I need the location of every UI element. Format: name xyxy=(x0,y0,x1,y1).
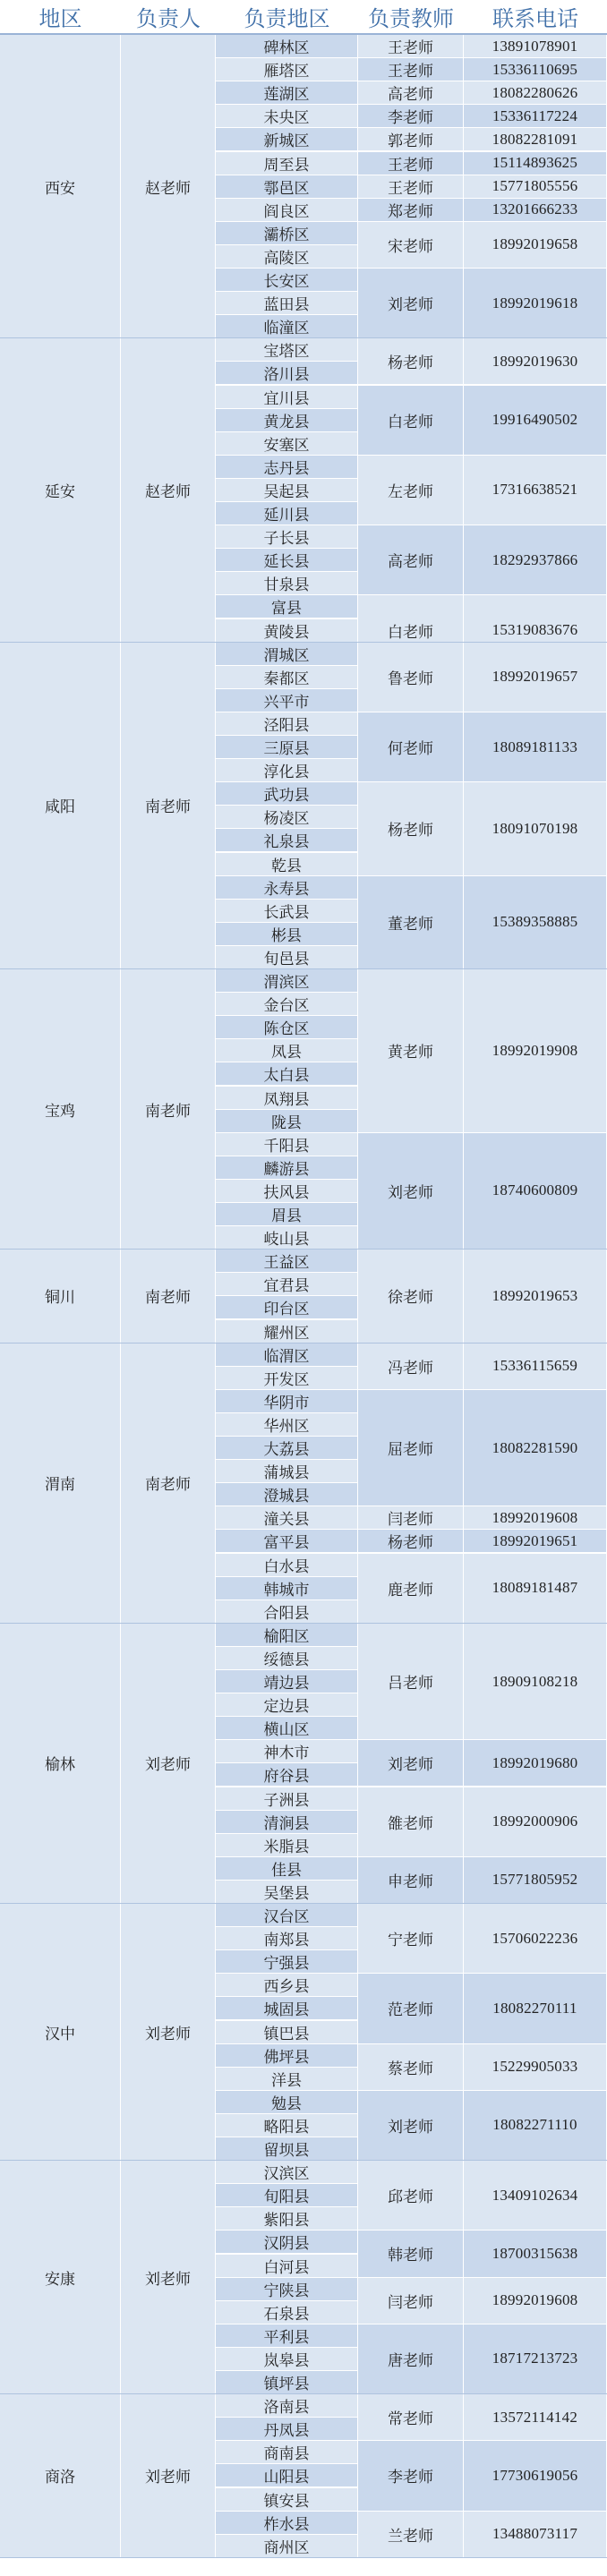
area-cell: 洋县 xyxy=(216,2068,358,2091)
area-cell: 汉滨区 xyxy=(216,2161,358,2184)
area-cell: 子长县 xyxy=(216,525,358,549)
teacher-cell: 杨老师 xyxy=(358,338,464,385)
phone-cell: 18992019651 xyxy=(464,1530,607,1553)
teacher-cell: 杨老师 xyxy=(358,1530,464,1553)
area-cell: 白河县 xyxy=(216,2255,358,2278)
region-cell: 安康 xyxy=(0,2161,121,2394)
teacher-cell: 刘老师 xyxy=(358,1740,464,1787)
teacher-cell: 唐老师 xyxy=(358,2324,464,2394)
phone-cell: 18082270111 xyxy=(464,1974,607,2043)
phone-cell: 18992019653 xyxy=(464,1250,607,1343)
teacher-cell: 兰老师 xyxy=(358,2512,464,2558)
area-cell: 佳县 xyxy=(216,1857,358,1881)
area-cell: 南郑县 xyxy=(216,1927,358,1950)
teacher-cell: 王老师 xyxy=(358,35,464,58)
area-cell: 兴平市 xyxy=(216,689,358,712)
area-cell: 延川县 xyxy=(216,502,358,525)
region-cell: 渭南 xyxy=(0,1343,121,1624)
area-cell: 山阳县 xyxy=(216,2464,358,2487)
area-cell: 长武县 xyxy=(216,900,358,923)
teacher-cell: 王老师 xyxy=(358,175,464,199)
area-cell: 金台区 xyxy=(216,993,358,1016)
teacher-cell: 李老师 xyxy=(358,2441,464,2511)
phone-cell: 18992019908 xyxy=(464,969,607,1133)
area-cell: 商州区 xyxy=(216,2535,358,2558)
area-cell: 宜君县 xyxy=(216,1273,358,1296)
phone-cell: 19916490502 xyxy=(464,386,607,456)
area-cell: 石泉县 xyxy=(216,2301,358,2324)
area-cell: 武功县 xyxy=(216,782,358,806)
area-cell: 旬邑县 xyxy=(216,946,358,969)
phone-cell: 18992019657 xyxy=(464,643,607,712)
area-cell: 印台区 xyxy=(216,1296,358,1319)
region-cell: 铜川 xyxy=(0,1250,121,1343)
header-region: 地区 xyxy=(0,0,121,35)
area-cell: 太白县 xyxy=(216,1062,358,1086)
area-cell: 礼泉县 xyxy=(216,829,358,852)
phone-cell: 18992019608 xyxy=(464,1506,607,1530)
owner-cell: 南老师 xyxy=(121,643,216,969)
area-cell: 开发区 xyxy=(216,1367,358,1390)
area-cell: 绥德县 xyxy=(216,1647,358,1670)
area-cell: 凤县 xyxy=(216,1039,358,1062)
area-cell: 岚皋县 xyxy=(216,2348,358,2371)
phone-cell: 18089181133 xyxy=(464,712,607,782)
area-cell: 灞桥区 xyxy=(216,222,358,245)
area-cell: 靖边县 xyxy=(216,1670,358,1693)
phone-cell: 18992019608 xyxy=(464,2278,607,2324)
area-cell: 吴堡县 xyxy=(216,1881,358,1904)
header-owner: 负责人 xyxy=(121,0,216,35)
area-cell: 洛川县 xyxy=(216,362,358,385)
phone-cell: 15336115659 xyxy=(464,1343,607,1390)
area-cell: 白水县 xyxy=(216,1554,358,1577)
teacher-cell: 刘老师 xyxy=(358,2091,464,2161)
teacher-cell: 邱老师 xyxy=(358,2161,464,2231)
area-cell: 鄠邑区 xyxy=(216,175,358,199)
teacher-cell: 杨老师 xyxy=(358,782,464,875)
area-cell: 未央区 xyxy=(216,105,358,128)
phone-cell: 15229905033 xyxy=(464,2044,607,2091)
teacher-cell: 常老师 xyxy=(358,2394,464,2441)
area-cell: 潼关县 xyxy=(216,1506,358,1530)
teacher-cell: 冯老师 xyxy=(358,1343,464,1390)
area-cell: 淳化县 xyxy=(216,759,358,782)
teacher-cell: 屈老师 xyxy=(358,1390,464,1507)
header-area: 负责地区 xyxy=(216,0,358,35)
area-cell: 平利县 xyxy=(216,2324,358,2348)
teacher-cell: 左老师 xyxy=(358,456,464,525)
phone-cell: 18992019680 xyxy=(464,1740,607,1787)
area-cell: 甘泉县 xyxy=(216,572,358,595)
phone-cell: 18091070198 xyxy=(464,782,607,875)
area-cell: 周至县 xyxy=(216,152,358,175)
area-cell: 三原县 xyxy=(216,736,358,759)
area-cell: 碑林区 xyxy=(216,35,358,58)
phone-cell: 18089181487 xyxy=(464,1554,607,1624)
area-cell: 延长县 xyxy=(216,549,358,572)
area-cell: 神木市 xyxy=(216,1740,358,1763)
area-cell: 米脂县 xyxy=(216,1834,358,1857)
phone-cell: 18082281590 xyxy=(464,1390,607,1507)
area-cell: 佛坪县 xyxy=(216,2044,358,2068)
phone-cell: 18082271110 xyxy=(464,2091,607,2161)
phone-cell: 15336117224 xyxy=(464,105,607,128)
region-cell: 宝鸡 xyxy=(0,969,121,1250)
teacher-cell: 闫老师 xyxy=(358,1506,464,1530)
teacher-cell: 李老师 xyxy=(358,105,464,128)
area-cell: 旬阳县 xyxy=(216,2184,358,2207)
area-cell: 安塞区 xyxy=(216,432,358,456)
phone-cell: 18717213723 xyxy=(464,2324,607,2394)
area-cell: 凤翔县 xyxy=(216,1087,358,1110)
area-cell: 泾阳县 xyxy=(216,712,358,736)
phone-cell: 15771805952 xyxy=(464,1857,607,1904)
area-cell: 榆阳区 xyxy=(216,1624,358,1647)
region-cell: 西安 xyxy=(0,35,121,338)
teacher-cell: 白老师 xyxy=(358,386,464,456)
area-cell: 华州区 xyxy=(216,1413,358,1437)
area-cell: 城固县 xyxy=(216,1997,358,2020)
area-cell: 王益区 xyxy=(216,1250,358,1273)
owner-cell: 南老师 xyxy=(121,1343,216,1624)
phone-cell: 18082281091 xyxy=(464,128,607,151)
phone-cell: 15114893625 xyxy=(464,152,607,175)
teacher-cell: 郭老师 xyxy=(358,128,464,151)
teacher-cell: 黄老师 xyxy=(358,969,464,1133)
teacher-cell: 范老师 xyxy=(358,1974,464,2043)
area-cell: 宜川县 xyxy=(216,386,358,409)
teacher-cell: 高老师 xyxy=(358,81,464,105)
phone-cell: 18082280626 xyxy=(464,81,607,105)
region-cell: 汉中 xyxy=(0,1904,121,2161)
teacher-cell: 徐老师 xyxy=(358,1250,464,1343)
area-cell: 镇坪县 xyxy=(216,2371,358,2394)
area-cell: 大荔县 xyxy=(216,1437,358,1460)
phone-cell: 18740600809 xyxy=(464,1133,607,1250)
area-cell: 黄龙县 xyxy=(216,409,358,432)
area-cell: 蒲城县 xyxy=(216,1460,358,1483)
area-cell: 雁塔区 xyxy=(216,58,358,81)
area-cell: 洛南县 xyxy=(216,2394,358,2418)
phone-cell: 13409102634 xyxy=(464,2161,607,2231)
area-cell: 宁陕县 xyxy=(216,2278,358,2301)
area-cell: 富平县 xyxy=(216,1530,358,1553)
area-cell: 黄陵县 xyxy=(216,619,358,643)
phone-cell: 13488073117 xyxy=(464,2512,607,2558)
teacher-cell: 何老师 xyxy=(358,712,464,782)
header-phone: 联系电话 xyxy=(464,0,607,35)
area-cell: 陇县 xyxy=(216,1110,358,1133)
owner-cell: 赵老师 xyxy=(121,35,216,338)
area-cell: 府谷县 xyxy=(216,1763,358,1787)
owner-cell: 南老师 xyxy=(121,969,216,1250)
area-cell: 澄城县 xyxy=(216,1483,358,1506)
area-cell: 志丹县 xyxy=(216,456,358,479)
area-cell: 宝塔区 xyxy=(216,338,358,362)
teacher-cell: 王老师 xyxy=(358,58,464,81)
teacher-cell: 白老师 xyxy=(358,595,464,665)
phone-cell: 15389358885 xyxy=(464,876,607,969)
area-cell: 合阳县 xyxy=(216,1600,358,1624)
area-cell: 千阳县 xyxy=(216,1133,358,1156)
region-cell: 商洛 xyxy=(0,2394,121,2558)
area-cell: 阎良区 xyxy=(216,199,358,222)
phone-cell: 13891078901 xyxy=(464,35,607,58)
area-cell: 秦都区 xyxy=(216,666,358,689)
teacher-cell: 宋老师 xyxy=(358,222,464,269)
area-cell: 杨凌区 xyxy=(216,806,358,829)
area-cell: 临潼区 xyxy=(216,315,358,338)
owner-cell: 赵老师 xyxy=(121,338,216,642)
area-cell: 子洲县 xyxy=(216,1787,358,1811)
area-cell: 汉台区 xyxy=(216,1904,358,1927)
region-cell: 咸阳 xyxy=(0,643,121,969)
phone-cell: 15771805556 xyxy=(464,175,607,199)
teacher-cell: 宁老师 xyxy=(358,1904,464,1974)
phone-cell: 18992019618 xyxy=(464,269,607,338)
phone-cell: 18700315638 xyxy=(464,2231,607,2277)
area-cell: 彬县 xyxy=(216,923,358,946)
owner-cell: 刘老师 xyxy=(121,2394,216,2558)
area-cell: 蓝田县 xyxy=(216,292,358,315)
area-cell: 华阴市 xyxy=(216,1390,358,1413)
area-cell: 商南县 xyxy=(216,2441,358,2464)
teacher-cell: 吕老师 xyxy=(358,1624,464,1741)
area-cell: 麟游县 xyxy=(216,1156,358,1180)
area-cell: 留坝县 xyxy=(216,2137,358,2161)
teacher-cell: 申老师 xyxy=(358,1857,464,1904)
area-cell: 眉县 xyxy=(216,1203,358,1226)
area-cell: 定边县 xyxy=(216,1693,358,1717)
teacher-cell: 王老师 xyxy=(358,152,464,175)
phone-cell: 18992019630 xyxy=(464,338,607,385)
teacher-cell: 郑老师 xyxy=(358,199,464,222)
area-cell: 乾县 xyxy=(216,853,358,876)
area-cell: 略阳县 xyxy=(216,2114,358,2137)
phone-cell: 18292937866 xyxy=(464,525,607,595)
phone-cell: 17316638521 xyxy=(464,456,607,525)
area-cell: 渭城区 xyxy=(216,643,358,666)
area-cell: 横山区 xyxy=(216,1717,358,1740)
area-cell: 新城区 xyxy=(216,128,358,151)
teacher-cell: 闫老师 xyxy=(358,2278,464,2324)
area-cell: 汉阴县 xyxy=(216,2231,358,2254)
region-cell: 延安 xyxy=(0,338,121,642)
teacher-cell: 董老师 xyxy=(358,876,464,969)
area-cell: 韩城市 xyxy=(216,1577,358,1600)
region-divider xyxy=(0,2557,607,2558)
area-cell: 丹凤县 xyxy=(216,2418,358,2441)
teacher-cell: 鲁老师 xyxy=(358,643,464,712)
area-cell: 西乡县 xyxy=(216,1974,358,1997)
area-cell: 岐山县 xyxy=(216,1226,358,1250)
teacher-cell: 高老师 xyxy=(358,525,464,595)
area-cell: 勉县 xyxy=(216,2091,358,2114)
area-cell: 莲湖区 xyxy=(216,81,358,105)
area-cell: 耀州区 xyxy=(216,1320,358,1343)
phone-cell: 18909108218 xyxy=(464,1624,607,1741)
teacher-cell: 蔡老师 xyxy=(358,2044,464,2091)
area-cell: 镇安县 xyxy=(216,2488,358,2512)
area-cell: 陈仓区 xyxy=(216,1016,358,1039)
area-cell: 宁强县 xyxy=(216,1950,358,1974)
area-cell: 富县 xyxy=(216,595,358,618)
area-cell: 永寿县 xyxy=(216,876,358,900)
teacher-cell: 鹿老师 xyxy=(358,1554,464,1624)
area-cell: 镇巴县 xyxy=(216,2021,358,2044)
area-cell: 高陵区 xyxy=(216,245,358,269)
region-cell: 榆林 xyxy=(0,1624,121,1904)
owner-cell: 刘老师 xyxy=(121,2161,216,2394)
phone-cell: 15319083676 xyxy=(464,595,607,665)
teacher-cell: 刘老师 xyxy=(358,269,464,338)
area-cell: 吴起县 xyxy=(216,479,358,502)
area-cell: 渭滨区 xyxy=(216,969,358,993)
phone-cell: 13201666233 xyxy=(464,199,607,222)
area-cell: 扶风县 xyxy=(216,1180,358,1203)
area-cell: 柞水县 xyxy=(216,2512,358,2535)
teacher-cell: 韩老师 xyxy=(358,2231,464,2277)
phone-cell: 15336110695 xyxy=(464,58,607,81)
area-cell: 清涧县 xyxy=(216,1811,358,1834)
phone-cell: 15706022236 xyxy=(464,1904,607,1974)
phone-cell: 18992000906 xyxy=(464,1787,607,1857)
owner-cell: 刘老师 xyxy=(121,1904,216,2161)
owner-cell: 南老师 xyxy=(121,1250,216,1343)
header-teacher: 负责教师 xyxy=(358,0,464,35)
teacher-cell: 刘老师 xyxy=(358,1133,464,1250)
area-cell: 紫阳县 xyxy=(216,2207,358,2231)
phone-cell: 18992019658 xyxy=(464,222,607,269)
phone-cell: 13572114142 xyxy=(464,2394,607,2441)
area-cell: 长安区 xyxy=(216,269,358,292)
owner-cell: 刘老师 xyxy=(121,1624,216,1904)
phone-cell: 17730619056 xyxy=(464,2441,607,2511)
area-cell: 临渭区 xyxy=(216,1343,358,1367)
teacher-cell: 雒老师 xyxy=(358,1787,464,1857)
